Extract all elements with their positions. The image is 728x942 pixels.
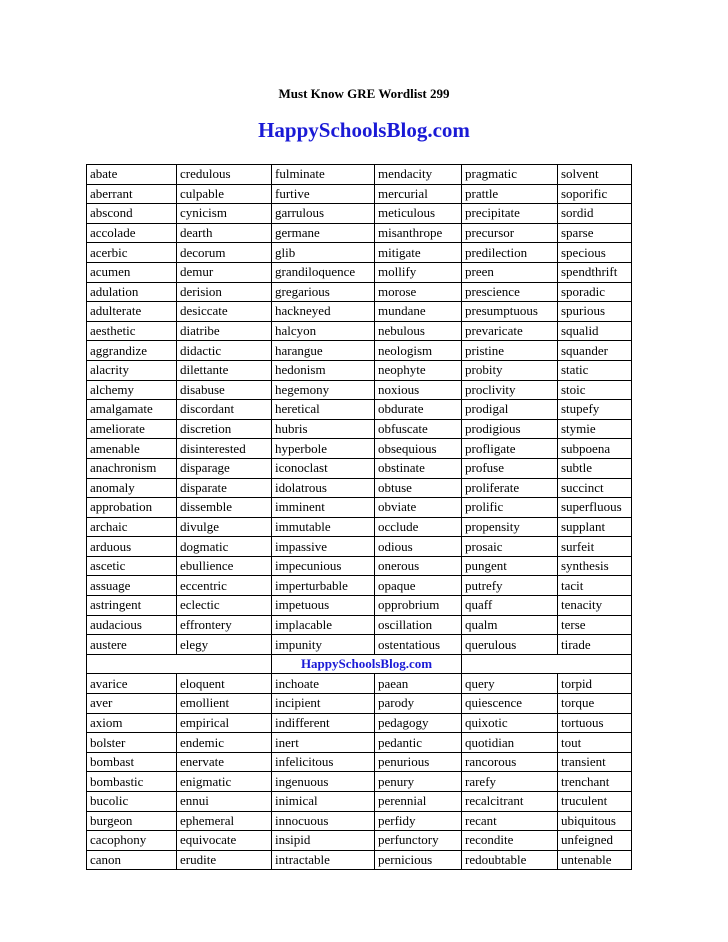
word-cell: subpoena: [558, 439, 632, 459]
word-cell: insipid: [272, 831, 375, 851]
word-cell: pedagogy: [375, 713, 462, 733]
table-row: [87, 458, 632, 478]
word-cell: ascetic: [87, 556, 177, 576]
table-row: [87, 733, 632, 753]
word-cell: profligate: [462, 439, 558, 459]
word-cell: terse: [558, 615, 632, 635]
table-row: [87, 302, 632, 322]
word-cell: discordant: [177, 400, 272, 420]
word-cell: meticulous: [375, 204, 462, 224]
word-cell: neologism: [375, 341, 462, 361]
word-cell: enigmatic: [177, 772, 272, 792]
word-cell: diatribe: [177, 321, 272, 341]
word-cell: truculent: [558, 792, 632, 812]
word-cell: adulterate: [87, 302, 177, 322]
word-cell: obtuse: [375, 478, 462, 498]
word-cell: quotidian: [462, 733, 558, 753]
table-row: [87, 478, 632, 498]
word-cell: putrefy: [462, 576, 558, 596]
word-cell: preen: [462, 262, 558, 282]
word-cell: burgeon: [87, 811, 177, 831]
word-cell: penurious: [375, 752, 462, 772]
word-cell: archaic: [87, 517, 177, 537]
word-cell: predilection: [462, 243, 558, 263]
table-row: [87, 792, 632, 812]
page-title: Must Know GRE Wordlist 299: [278, 86, 450, 101]
word-cell: solvent: [558, 165, 632, 185]
word-cell: eloquent: [177, 674, 272, 694]
word-cell: qualm: [462, 615, 558, 635]
word-cell: germane: [272, 223, 375, 243]
word-cell: abscond: [87, 204, 177, 224]
table-row: [87, 713, 632, 733]
table-row: [87, 615, 632, 635]
site-heading: HappySchoolsBlog.com: [258, 118, 470, 142]
word-cell: pragmatic: [462, 165, 558, 185]
word-cell: sparse: [558, 223, 632, 243]
word-cell: ennui: [177, 792, 272, 812]
wordlist-body-bottom: [87, 674, 632, 870]
word-cell: abate: [87, 165, 177, 185]
word-cell: equivocate: [177, 831, 272, 851]
table-row: [87, 262, 632, 282]
word-cell: furtive: [272, 184, 375, 204]
word-cell: tenacity: [558, 596, 632, 616]
word-cell: tirade: [558, 635, 632, 655]
word-cell: heretical: [272, 400, 375, 420]
word-cell: imperturbable: [272, 576, 375, 596]
word-cell: spurious: [558, 302, 632, 322]
word-cell: dogmatic: [177, 537, 272, 557]
word-cell: perfidy: [375, 811, 462, 831]
word-cell: garrulous: [272, 204, 375, 224]
table-row: [87, 752, 632, 772]
word-cell: aesthetic: [87, 321, 177, 341]
word-cell: accolade: [87, 223, 177, 243]
word-cell: parody: [375, 694, 462, 714]
word-cell: austere: [87, 635, 177, 655]
word-cell: eclectic: [177, 596, 272, 616]
word-cell: imminent: [272, 498, 375, 518]
word-cell: impecunious: [272, 556, 375, 576]
word-cell: indifferent: [272, 713, 375, 733]
word-cell: incipient: [272, 694, 375, 714]
word-cell: hackneyed: [272, 302, 375, 322]
word-cell: alchemy: [87, 380, 177, 400]
word-cell: presumptuous: [462, 302, 558, 322]
word-cell: perennial: [375, 792, 462, 812]
word-cell: culpable: [177, 184, 272, 204]
word-cell: anomaly: [87, 478, 177, 498]
word-cell: disparate: [177, 478, 272, 498]
table-row: [87, 282, 632, 302]
word-cell: ebullience: [177, 556, 272, 576]
word-cell: harangue: [272, 341, 375, 361]
word-cell: tortuous: [558, 713, 632, 733]
table-row: [87, 517, 632, 537]
word-cell: redoubtable: [462, 850, 558, 870]
table-row: [87, 243, 632, 263]
word-cell: cynicism: [177, 204, 272, 224]
word-cell: divulge: [177, 517, 272, 537]
word-cell: untenable: [558, 850, 632, 870]
word-cell: disabuse: [177, 380, 272, 400]
word-cell: prodigal: [462, 400, 558, 420]
word-cell: canon: [87, 850, 177, 870]
word-cell: innocuous: [272, 811, 375, 831]
word-cell: propensity: [462, 517, 558, 537]
word-cell: tout: [558, 733, 632, 753]
word-cell: iconoclast: [272, 458, 375, 478]
word-cell: stoic: [558, 380, 632, 400]
word-cell: bucolic: [87, 792, 177, 812]
table-row: [87, 694, 632, 714]
word-cell: ubiquitous: [558, 811, 632, 831]
word-cell: intractable: [272, 850, 375, 870]
word-cell: prodigious: [462, 419, 558, 439]
word-cell: mendacity: [375, 165, 462, 185]
word-cell: impetuous: [272, 596, 375, 616]
word-cell: inert: [272, 733, 375, 753]
word-cell: acumen: [87, 262, 177, 282]
word-cell: erudite: [177, 850, 272, 870]
word-cell: aggrandize: [87, 341, 177, 361]
word-cell: arduous: [87, 537, 177, 557]
word-cell: empirical: [177, 713, 272, 733]
word-cell: dissemble: [177, 498, 272, 518]
word-cell: specious: [558, 243, 632, 263]
word-cell: transient: [558, 752, 632, 772]
word-cell: derision: [177, 282, 272, 302]
table-row: [87, 321, 632, 341]
word-cell: recondite: [462, 831, 558, 851]
word-cell: morose: [375, 282, 462, 302]
word-cell: disparage: [177, 458, 272, 478]
word-cell: rarefy: [462, 772, 558, 792]
word-cell: static: [558, 360, 632, 380]
word-cell: superfluous: [558, 498, 632, 518]
word-cell: gregarious: [272, 282, 375, 302]
table-row: [87, 537, 632, 557]
word-cell: opaque: [375, 576, 462, 596]
table-row: [87, 360, 632, 380]
word-cell: hegemony: [272, 380, 375, 400]
word-cell: didactic: [177, 341, 272, 361]
table-row: [87, 419, 632, 439]
wordlist-body-top: [87, 165, 632, 655]
table-row: [87, 223, 632, 243]
word-cell: demur: [177, 262, 272, 282]
word-cell: ameliorate: [87, 419, 177, 439]
word-cell: recant: [462, 811, 558, 831]
word-cell: fulminate: [272, 165, 375, 185]
word-cell: credulous: [177, 165, 272, 185]
word-cell: perfunctory: [375, 831, 462, 851]
word-cell: trenchant: [558, 772, 632, 792]
word-cell: subtle: [558, 458, 632, 478]
word-cell: penury: [375, 772, 462, 792]
word-cell: prescience: [462, 282, 558, 302]
word-cell: prolific: [462, 498, 558, 518]
word-cell: soporific: [558, 184, 632, 204]
word-cell: torque: [558, 694, 632, 714]
word-cell: oscillation: [375, 615, 462, 635]
word-cell: proclivity: [462, 380, 558, 400]
word-cell: assuage: [87, 576, 177, 596]
word-cell: pernicious: [375, 850, 462, 870]
word-cell: discretion: [177, 419, 272, 439]
word-cell: endemic: [177, 733, 272, 753]
wordlist-divider: [87, 654, 632, 674]
word-cell: obdurate: [375, 400, 462, 420]
word-cell: query: [462, 674, 558, 694]
word-cell: onerous: [375, 556, 462, 576]
word-cell: elegy: [177, 635, 272, 655]
word-cell: cacophony: [87, 831, 177, 851]
word-cell: opprobrium: [375, 596, 462, 616]
word-cell: mollify: [375, 262, 462, 282]
table-row: [87, 596, 632, 616]
word-cell: obstinate: [375, 458, 462, 478]
word-cell: impunity: [272, 635, 375, 655]
table-row: [87, 184, 632, 204]
word-cell: hedonism: [272, 360, 375, 380]
word-cell: nebulous: [375, 321, 462, 341]
word-cell: dilettante: [177, 360, 272, 380]
word-cell: axiom: [87, 713, 177, 733]
word-cell: querulous: [462, 635, 558, 655]
word-cell: amenable: [87, 439, 177, 459]
word-cell: ingenuous: [272, 772, 375, 792]
table-row: [87, 498, 632, 518]
word-cell: tacit: [558, 576, 632, 596]
table-row: [87, 576, 632, 596]
word-cell: effrontery: [177, 615, 272, 635]
table-row: [87, 165, 632, 185]
word-cell: quixotic: [462, 713, 558, 733]
word-cell: astringent: [87, 596, 177, 616]
table-row: [87, 341, 632, 361]
word-cell: odious: [375, 537, 462, 557]
word-cell: quiescence: [462, 694, 558, 714]
word-cell: mitigate: [375, 243, 462, 263]
word-cell: occlude: [375, 517, 462, 537]
divider-row: [87, 654, 632, 674]
wordlist-table: [86, 164, 632, 870]
word-cell: pristine: [462, 341, 558, 361]
word-cell: stupefy: [558, 400, 632, 420]
word-cell: infelicitous: [272, 752, 375, 772]
word-cell: glib: [272, 243, 375, 263]
word-cell: squalid: [558, 321, 632, 341]
word-cell: sordid: [558, 204, 632, 224]
divider-site-label: HappySchoolsBlog.com: [272, 654, 462, 674]
table-row: [87, 811, 632, 831]
word-cell: profuse: [462, 458, 558, 478]
word-cell: mundane: [375, 302, 462, 322]
word-cell: enervate: [177, 752, 272, 772]
word-cell: bombastic: [87, 772, 177, 792]
word-cell: grandiloquence: [272, 262, 375, 282]
word-cell: pedantic: [375, 733, 462, 753]
word-cell: obfuscate: [375, 419, 462, 439]
word-cell: hubris: [272, 419, 375, 439]
word-cell: prattle: [462, 184, 558, 204]
word-cell: implacable: [272, 615, 375, 635]
word-cell: prevaricate: [462, 321, 558, 341]
word-cell: eccentric: [177, 576, 272, 596]
word-cell: supplant: [558, 517, 632, 537]
word-cell: stymie: [558, 419, 632, 439]
word-cell: bombast: [87, 752, 177, 772]
word-cell: proliferate: [462, 478, 558, 498]
word-cell: unfeigned: [558, 831, 632, 851]
table-row: [87, 439, 632, 459]
word-cell: torpid: [558, 674, 632, 694]
table-row: [87, 556, 632, 576]
word-cell: prosaic: [462, 537, 558, 557]
word-cell: paean: [375, 674, 462, 694]
word-cell: immutable: [272, 517, 375, 537]
word-cell: aberrant: [87, 184, 177, 204]
word-cell: inimical: [272, 792, 375, 812]
word-cell: halcyon: [272, 321, 375, 341]
word-cell: acerbic: [87, 243, 177, 263]
word-cell: decorum: [177, 243, 272, 263]
word-cell: disinterested: [177, 439, 272, 459]
word-cell: noxious: [375, 380, 462, 400]
table-row: [87, 635, 632, 655]
divider-blank-cell: [462, 654, 632, 674]
word-cell: ephemeral: [177, 811, 272, 831]
word-cell: succinct: [558, 478, 632, 498]
word-cell: adulation: [87, 282, 177, 302]
word-cell: misanthrope: [375, 223, 462, 243]
word-cell: pungent: [462, 556, 558, 576]
word-cell: dearth: [177, 223, 272, 243]
word-cell: hyperbole: [272, 439, 375, 459]
table-row: [87, 400, 632, 420]
word-cell: approbation: [87, 498, 177, 518]
table-row: [87, 674, 632, 694]
word-cell: quaff: [462, 596, 558, 616]
word-cell: sporadic: [558, 282, 632, 302]
word-cell: aver: [87, 694, 177, 714]
word-cell: anachronism: [87, 458, 177, 478]
word-cell: alacrity: [87, 360, 177, 380]
word-cell: obviate: [375, 498, 462, 518]
table-row: [87, 831, 632, 851]
word-cell: amalgamate: [87, 400, 177, 420]
word-cell: obsequious: [375, 439, 462, 459]
word-cell: probity: [462, 360, 558, 380]
word-cell: mercurial: [375, 184, 462, 204]
word-cell: avarice: [87, 674, 177, 694]
word-cell: idolatrous: [272, 478, 375, 498]
table-row: [87, 204, 632, 224]
word-cell: precursor: [462, 223, 558, 243]
word-cell: surfeit: [558, 537, 632, 557]
table-row: [87, 772, 632, 792]
word-cell: desiccate: [177, 302, 272, 322]
word-cell: recalcitrant: [462, 792, 558, 812]
word-cell: spendthrift: [558, 262, 632, 282]
word-cell: audacious: [87, 615, 177, 635]
word-cell: impassive: [272, 537, 375, 557]
word-cell: neophyte: [375, 360, 462, 380]
word-cell: emollient: [177, 694, 272, 714]
table-row: [87, 380, 632, 400]
divider-blank-cell: [87, 654, 272, 674]
word-cell: bolster: [87, 733, 177, 753]
word-cell: squander: [558, 341, 632, 361]
word-cell: synthesis: [558, 556, 632, 576]
table-row: [87, 850, 632, 870]
word-cell: precipitate: [462, 204, 558, 224]
word-cell: ostentatious: [375, 635, 462, 655]
word-cell: inchoate: [272, 674, 375, 694]
word-cell: rancorous: [462, 752, 558, 772]
